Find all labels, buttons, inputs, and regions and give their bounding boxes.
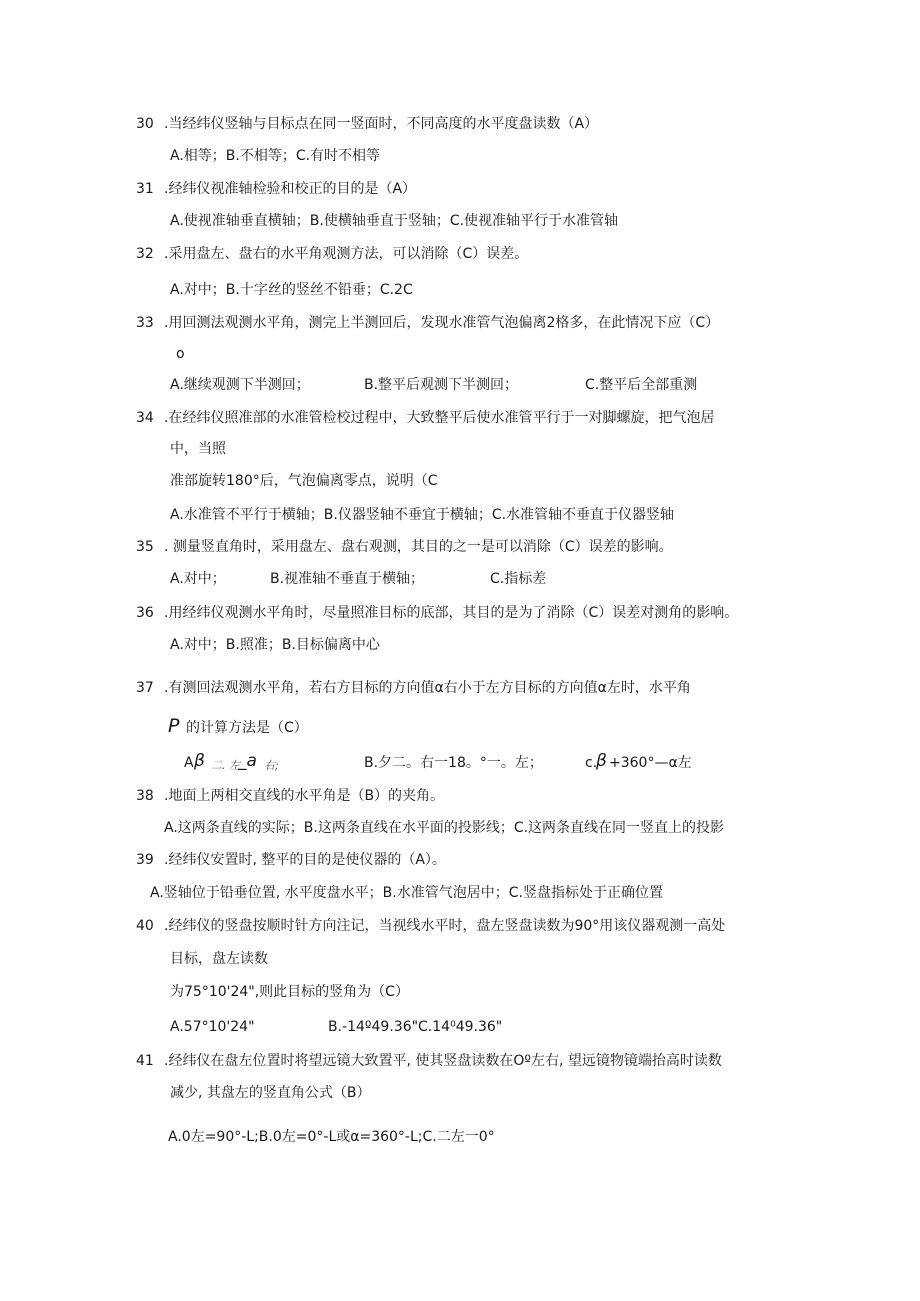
question-number: 32 <box>136 246 154 262</box>
question-text: .在经纬仪照准部的水准管检校过程中，大致整平后使水准管平行于一对脚螺旋，把气泡居 <box>164 410 715 426</box>
beta-symbol: β <box>194 751 205 771</box>
formula-fragment: +360°—α左 <box>609 755 692 771</box>
question-text: .经纬仪在盘左位置时将望远镜大致置平, 使其竖盘读数在Oº左右, 望远镜物镜端抬高时读数 <box>164 1053 722 1069</box>
formula-fragment: _a <box>238 751 257 771</box>
question-options: A.0左=90°-L;B.0左=0°-L或α=360°-L;C.二左一0° <box>168 1129 495 1145</box>
question-option-a-label: A <box>184 755 194 771</box>
question-options: A.对中；B.照准；B.目标偏离中心 <box>170 637 380 653</box>
question-text-cont: 为75°10'24",则此目标的竖角为（C） <box>170 984 409 1000</box>
question-text-cont: 目标，盘左读数 <box>170 951 268 967</box>
question-text: . 测量竖直角时，采用盘左、盘右观测，其目的之一是可以消除（C）误差的影响。 <box>164 539 673 555</box>
formula-fragment: 二. 左 <box>211 759 240 772</box>
question-option-a: A.继续观测下半测回； <box>170 377 310 393</box>
question-text: .经纬仪安置时, 整平的目的是使仪器的（A）。 <box>164 852 446 868</box>
question-option-bc: B.-14º49.36"C.14⁰49.36" <box>328 1019 503 1035</box>
question-number: 40 <box>136 918 154 934</box>
question-number: 39 <box>136 852 154 868</box>
question-options: A.对中；B.十字丝的竖丝不铅垂；C.2C <box>170 282 413 298</box>
question-option-a: A.对中； <box>170 571 226 587</box>
question-options: A.水准管不平行于横轴；B.仪器竖轴不垂宜于横轴；C.水准管轴不垂直于仪器竖轴 <box>170 507 675 523</box>
question-number: 41 <box>136 1053 154 1069</box>
question-number: 38 <box>136 788 154 804</box>
question-number: 37 <box>136 680 154 696</box>
beta-symbol: β <box>596 751 607 771</box>
question-options: A.使视准轴垂直横轴；B.使横轴垂直于竖轴；C.使视准轴平行于水准管轴 <box>170 213 619 229</box>
question-option-b: B.视准轴不垂直于横轴； <box>270 571 425 587</box>
question-number: 34 <box>136 410 154 426</box>
question-text-cont: 中，当照 <box>170 441 226 457</box>
question-text: .经纬仪视准轴检验和校正的目的是（A） <box>164 181 417 197</box>
question-option-c: C.整平后全部重测 <box>585 377 698 393</box>
question-number: 31 <box>136 181 154 197</box>
question-text-cont: 的计算方法是（C） <box>186 720 308 736</box>
question-text-cont: o <box>176 346 185 362</box>
question-text: .当经纬仪竖轴与目标点在同一竖面时，不同高度的水平度盘读数（A） <box>164 116 599 132</box>
question-option-c: C.指标差 <box>490 571 547 587</box>
question-text: .地面上两相交直线的水平角是（B）的夹角。 <box>164 788 445 804</box>
question-number: 35 <box>136 539 154 555</box>
question-number: 33 <box>136 315 154 331</box>
question-text: .经纬仪的竖盘按顺时针方向注记，当视线水平时，盘左竖盘读数为90°用该仪器观测一高处 <box>164 918 726 934</box>
question-number: 30 <box>136 116 154 132</box>
question-number: 36 <box>136 605 154 621</box>
question-option-b: B.夕二。右一18。°一。左； <box>364 755 543 771</box>
question-option-c-label: c. <box>585 755 598 771</box>
question-options: A.相等；B.不相等；C.有时不相等 <box>170 148 381 164</box>
question-options: A.这两条直线的实际；B.这两条直线在水平面的投影线；C.这两条直线在同一竖直上的投影 <box>164 820 725 836</box>
question-text-cont: 准部旋转180°后，气泡偏离零点，说明（C <box>170 473 438 489</box>
question-text: .用回测法观测水平角，测完上半测回后，发现水准管气泡偏离2格多，在此情况下应（C） <box>164 315 720 331</box>
question-text: .有测回法观测水平角，若右方目标的方向值α右小于左方目标的方向值α左时，水平角 <box>164 680 691 696</box>
question-text: .用经纬仪观测水平角时，尽量照准目标的底部，其目的是为了消除（C）误差对测角的影响。 <box>164 605 739 621</box>
question-option-b: B.整平后观测下半测回； <box>364 377 519 393</box>
formula-fragment: 右; <box>264 759 279 772</box>
question-text: .采用盘左、盘右的水平角观测方法，可以消除（C）误差。 <box>164 246 529 262</box>
question-option-a: A.57°10'24" <box>170 1019 255 1035</box>
question-text-cont: 减少, 其盘左的竖直角公式（B） <box>170 1085 371 1101</box>
question-options: A.竖轴位于铅垂位置, 水平度盘水平；B.水准管气泡居中；C.竖盘指标处于正确位置 <box>150 885 663 901</box>
beta-symbol-p: P <box>168 715 180 737</box>
